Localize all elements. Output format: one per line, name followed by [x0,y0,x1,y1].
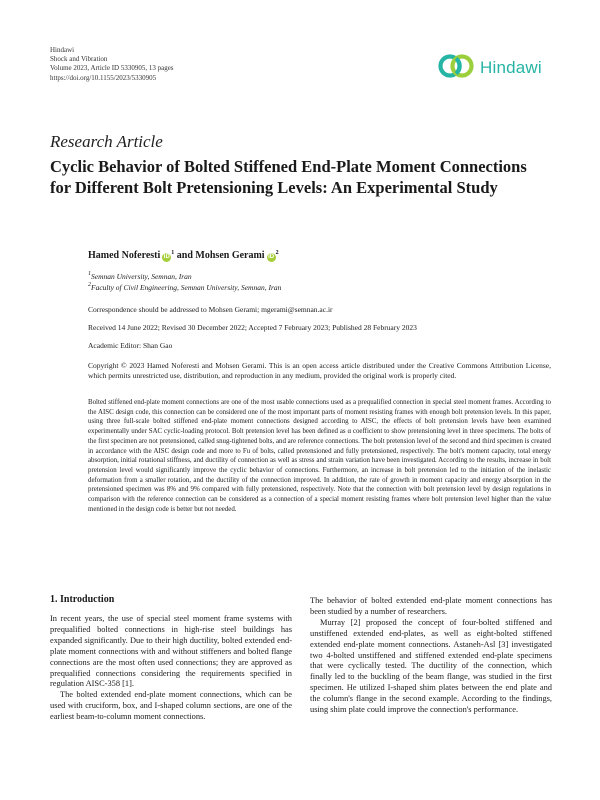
affiliation [88,271,192,281]
affiliation-number: 2 [88,282,91,288]
orcid-icon[interactable]: iD [163,254,170,260]
journal-name: Shock and Vibration [50,55,108,64]
affiliation [88,282,281,292]
volume-line: Volume 2023, Article ID 5330905, 13 pages [50,64,174,73]
publisher-name: Hindawi [50,46,75,54]
correspondence: Correspondence should be addressed to Mohsen Gerami; mgerami@semnan.ac.ir [88,305,333,314]
body-paragraph: The bolted extended end-plate moment connections, which can be used with cruciform, box, and I-shaped column sections, are one of the earliest beam-to-column moment connections. [50,690,292,722]
author-name[interactable]: Mohsen Gerami [195,250,265,261]
paper-title: Cyclic Behavior of Bolted Stiffened End-Plate Moment Connections for Different Bolt Pretensioning Levels: An Experimental Study [50,157,527,197]
article-type: Research Article [50,132,163,151]
author-line [88,250,279,262]
copyright-notice: Copyright © 2023 Hamed Noferesti and Mohsen Gerami. This is an open access article distributed under the Creative Commons Attribution License, which permits unrestricted use, distribution, and reproduction in any medium, provided the original work is properly cited. [88,361,551,380]
left-column [50,594,292,723]
affiliation-number: 1 [88,271,91,277]
academic-editor: Academic Editor: Shan Gao [88,341,173,350]
body-paragraph: Murray [2] proposed the concept of four-bolted stiffened and unstiffened extended end-plates, as well as eight-bolted stiffened extended end-plate moment connections. Astaneh-Asl [3] investigated two 4-bolted unstiffened and stiffened extended end-plate specimens that were cyclically tested. The ductility of the connection, which finally led to the buckling of the beam flange, was studied in the first specimen. He utilized I-shaped shim plates between the end plate and the column's flange in the second example. According to the findings, using shim plate could improve the connection's performance. [310,617,552,715]
publication-dates: Received 14 June 2022; Revised 30 December 2022; Accepted 7 February 2023; Published 28 February 2023 [88,323,417,332]
orcid-icon[interactable]: iD [268,254,275,260]
affiliation-text: Semnan University, Semnan, Iran [91,272,192,281]
body-paragraph: In recent years, the use of special steel moment frame systems with prequalified bolted connections in high-rise steel buildings has expanded significantly. Due to their high ductility, bolted extended end-plate moment connections with and without stiffeners and bolted flange connections are the most often used connections; they are approved as prequalified connections considering the requirements specified in regulation AISC-358 [1]. [50,614,292,689]
body-paragraph: The behavior of bolted extended end-plate moment connections has been studied by a number of researchers. [310,596,552,616]
right-column [310,596,552,716]
author-affil-ref: 2 [275,250,279,256]
journal-meta [50,46,174,83]
author-connector: and [176,250,193,261]
logo-wordmark: Hindawi [480,58,542,77]
abstract: Bolted stiffened end-plate moment connections are one of the most usable connections used as a prequalified connection in special steel moment frames. According to the AISC design code, this connection can be considered one of the most important parts of moment resisting frames with enough bolt pretension levels. In this paper, using three full-scale bolted stiffened end-plate moment connections designed according to AISC, the effects of bolt pretension levels have been examined experimentally under SAC cyclic-loading protocol. Bolt pretension level has been defined as α coefficient to show pretensioning level in three specimens. The bolts of the first specimen are not pretensioned, called snug-tightened bolts, and are reference connections. The bolt pretension level of the second and third specimen is created in accordance with the AISC design code and more to Fu of bolts, called pretensioned and fully pretensioned, respectively. The bolt's moment capacity, total energy absorption, initial rotational stiffness, and ductility of connection as well as stress and strain variation have been investigated. According to the results, increase in bolt pretension level would significantly improve the cyclic behavior of connections. Furthermore, an increase in bolt pretension led to the initiation of the inelastic deformation from a smaller rotation, and the ductility of the connection improved. In addition, the rate of growth in moment capacity and energy absorption in the pretensioned specimen was 8% and 9% compared with fully pretensioned, respectively. Note that the connection with bolt pretension level by design regulations in comparison with the reference connection can be considered as a connection of a special moment resisting frames where bolt pretension level higher than the value mentioned in the design code is better but not needed. [88,399,551,513]
section-heading: 1. Introduction [50,594,115,605]
author-affil-ref: 1 [171,250,175,256]
author-name[interactable]: Hamed Noferesti [88,250,161,261]
affiliation-text: Faculty of Civil Engineering, Semnan University, Semnan, Iran [91,283,282,292]
doi-link[interactable]: https://doi.org/10.1155/2023/5330905 [50,73,157,82]
